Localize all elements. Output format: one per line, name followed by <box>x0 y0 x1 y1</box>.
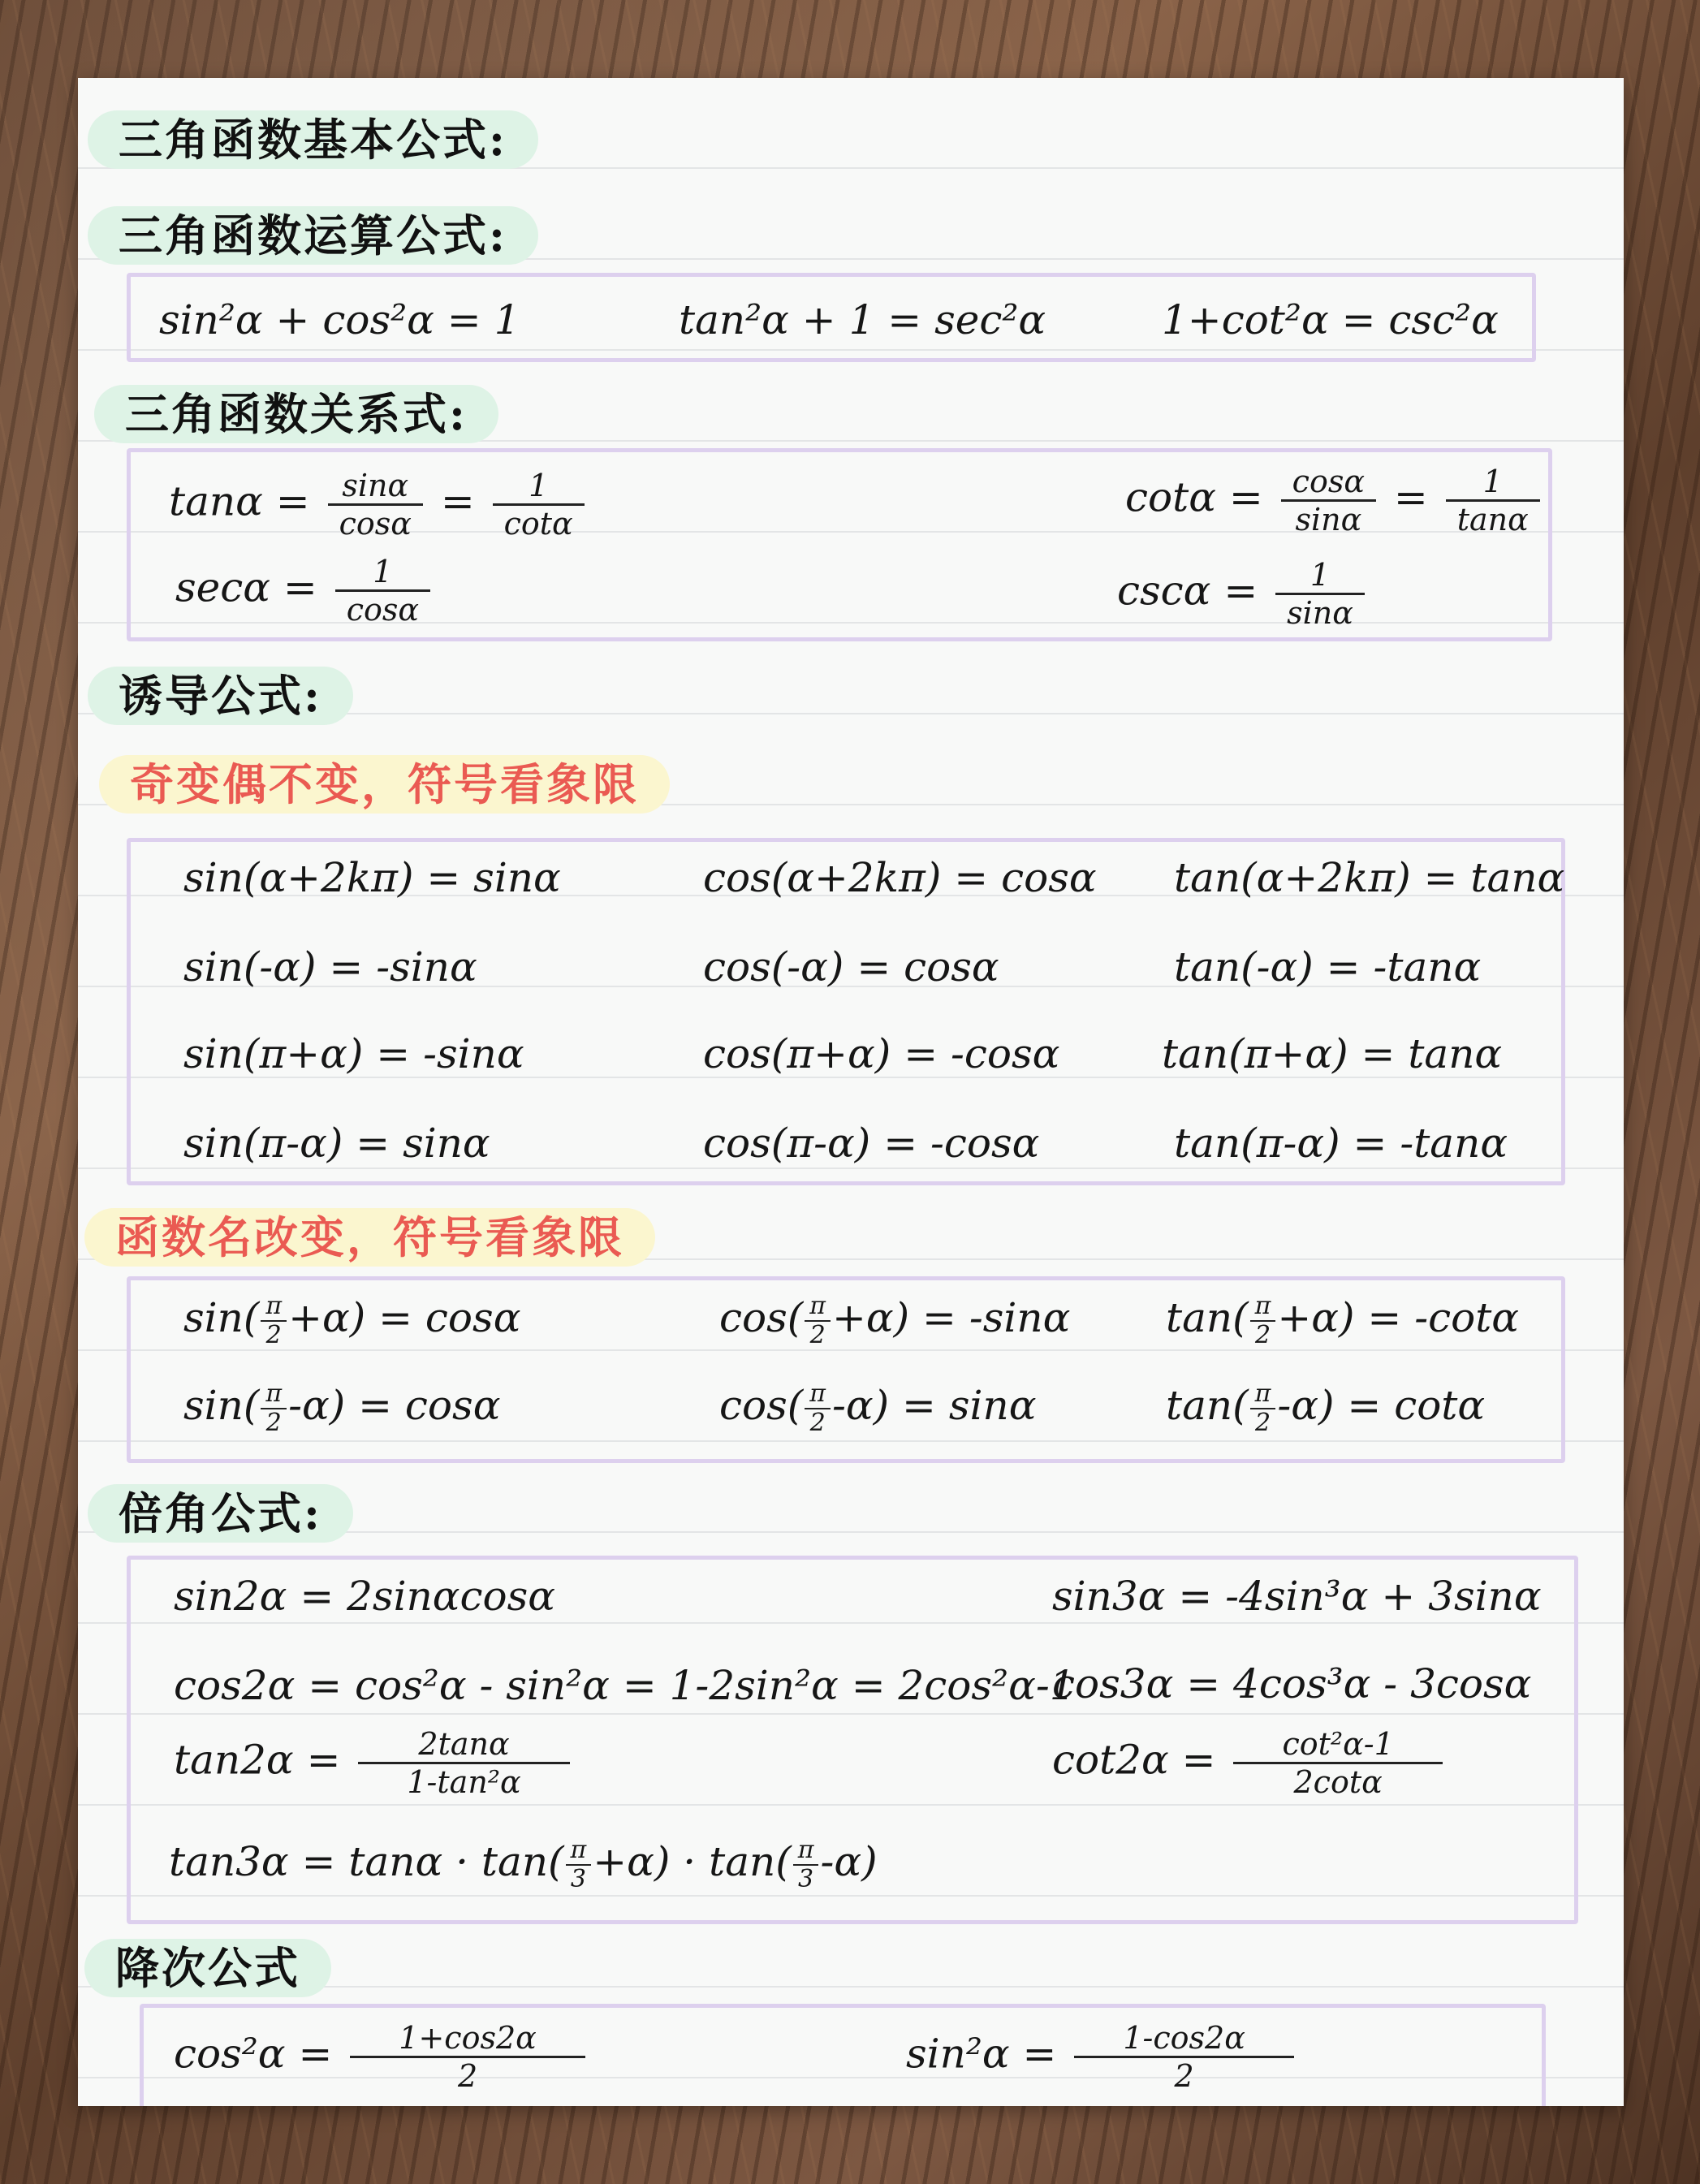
formula-cos-squared: cos²α = $\frac{1+\cos 2\alpha}{2}$ <box>174 2020 590 2094</box>
cofunction-2-2: cos( $\frac{\pi}{2}$ -α) = sinα <box>719 1379 1037 1437</box>
induction-4-3: tan(π-α) = -tanα <box>1174 1120 1508 1167</box>
formula-tan2a: tan2α = $\frac{2\tan\alpha}{\text{1-tan²α}}$ <box>174 1726 575 1800</box>
formula-cot2a: cot2α = $\frac{\text{cot²α-1}}{2\cot\alpha}$ <box>1052 1726 1448 1800</box>
heading-rule-1: 奇变偶不变，符号看象限 <box>99 755 670 814</box>
cofunction-1-1: sin( $\frac{\pi}{2}$ +α) = cosα <box>183 1292 521 1349</box>
formula-cos3a: cos3α = 4cos³α - 3cosα <box>1052 1660 1532 1707</box>
induction-3-3: tan(π+α) = tanα <box>1162 1030 1503 1077</box>
induction-2-3: tan(-α) = -tanα <box>1174 943 1482 991</box>
heading-operation: 三角函数运算公式: <box>88 206 538 265</box>
cofunction-1-2: cos( $\frac{\pi}{2}$ +α) = -sinα <box>719 1292 1071 1349</box>
cofunction-1-3: tan( $\frac{\pi}{2}$ +α) = -cotα <box>1166 1292 1520 1349</box>
induction-4-1: sin(π-α) = sinα <box>183 1120 490 1167</box>
formula-pythag-2: tan²α + 1 = sec²α <box>679 296 1046 343</box>
heading-reduction: 降次公式 <box>84 1939 331 1997</box>
formula-cos2a: cos2α = cos²α - sin²α = 1-2sin²α = 2cos²α-1 <box>174 1662 1076 1709</box>
formula-sin-squared: sin²α = $\frac{1-\cos 2\alpha}{2}$ <box>906 2020 1299 2094</box>
formula-pythag-1: sin²α + cos²α = 1 <box>159 296 520 343</box>
induction-1-2: cos(α+2kπ) = cosα <box>703 854 1097 901</box>
induction-3-1: sin(π+α) = -sinα <box>183 1030 524 1077</box>
induction-2-2: cos(-α) = cosα <box>703 943 999 991</box>
induction-3-2: cos(π+α) = -cosα <box>703 1030 1060 1077</box>
induction-1-1: sin(α+2kπ) = sinα <box>183 854 561 901</box>
cofunction-2-1: sin( $\frac{\pi}{2}$ -α) = cosα <box>183 1379 501 1437</box>
formula-sin3a: sin3α = -4sin³α + 3sinα <box>1052 1573 1542 1620</box>
induction-4-2: cos(π-α) = -cosα <box>703 1120 1040 1167</box>
formula-pythag-3: 1+cot²α = csc²α <box>1162 296 1499 343</box>
formula-sin2a: sin2α = 2sinαcosα <box>174 1573 556 1620</box>
heading-basic: 三角函数基本公式: <box>88 110 538 169</box>
formula-csc-relation: cscα = $\frac{1}{\sin\alpha}$ <box>1117 557 1370 631</box>
heading-rule-2: 函数名改变，符号看象限 <box>84 1208 655 1267</box>
heading-relation: 三角函数关系式: <box>94 385 498 443</box>
cofunction-2-3: tan( $\frac{\pi}{2}$ -α) = cotα <box>1166 1379 1486 1437</box>
induction-2-1: sin(-α) = -sinα <box>183 943 477 991</box>
notes-paper <box>78 78 1624 2106</box>
heading-induction: 诱导公式: <box>88 667 353 725</box>
heading-double-angle: 倍角公式: <box>88 1484 353 1543</box>
formula-cot-relation: cotα = $\frac{\cos\alpha}{\sin\alpha}$ = $\frac{1}{\tan\alpha}$ <box>1125 464 1545 537</box>
formula-tan-relation: tanα = $\frac{\sin\alpha}{\cos\alpha}$ = $\frac{1}{\cot\alpha}$ <box>169 468 589 542</box>
induction-1-3: tan(α+2kπ) = tanα <box>1174 854 1565 901</box>
formula-tan3a: tan3α = tanα · tan( $\frac{\pi}{3}$ +α) · tan( $\frac{\pi}{3}$ -α) <box>169 1836 878 1893</box>
formula-sec-relation: secα = $\frac{1}{\cos\alpha}$ <box>175 554 435 628</box>
